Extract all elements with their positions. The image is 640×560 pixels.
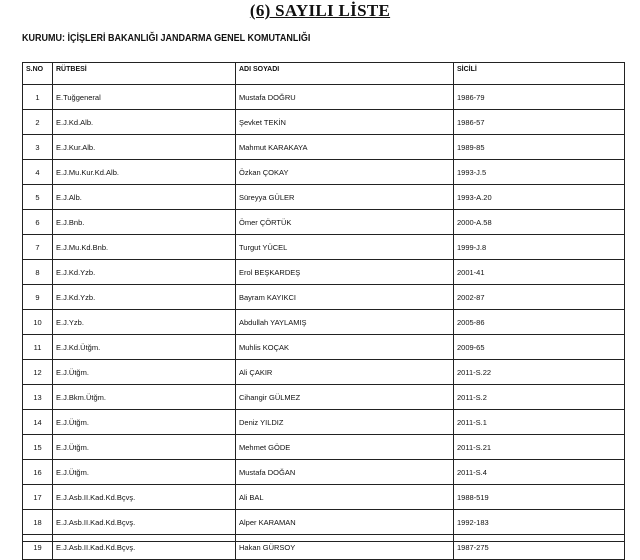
cell-rank: E.J.Ütğm. xyxy=(53,360,236,385)
page-title: (6) SAYILI LİSTE xyxy=(249,1,391,20)
cell-rank: E.J.Kur.Alb. xyxy=(53,135,236,160)
table-row xyxy=(23,410,625,435)
cell-sno: 19 xyxy=(23,535,53,560)
cell-registry: 1987-275 xyxy=(454,535,625,560)
table-row xyxy=(23,260,625,285)
cell-sno: 10 xyxy=(23,310,53,335)
table-row xyxy=(23,335,625,360)
cell-registry: 2011-S.21 xyxy=(454,435,625,460)
table-row xyxy=(23,110,625,135)
cell-name: Muhlis KOÇAK xyxy=(236,335,454,360)
cell-rank: E.J.Alb. xyxy=(53,185,236,210)
cell-name: Mustafa DOĞAN xyxy=(236,460,454,485)
cell-registry: 1986-57 xyxy=(454,110,625,135)
cell-registry: 2000-A.58 xyxy=(454,210,625,235)
cell-name: Alper KARAMAN xyxy=(236,510,454,535)
cell-name: Ali BAL xyxy=(236,485,454,510)
cell-registry: 2001-41 xyxy=(454,260,625,285)
cell-name: Süreyya GÜLER xyxy=(236,185,454,210)
cell-name: Özkan ÇOKAY xyxy=(236,160,454,185)
cell-sno: 16 xyxy=(23,460,53,485)
cell-sno: 6 xyxy=(23,210,53,235)
table-row xyxy=(23,135,625,160)
cell-registry: 1989-85 xyxy=(454,135,625,160)
header-rank: RÜTBESİ xyxy=(53,63,236,85)
cell-rank: E.J.Yzb. xyxy=(53,310,236,335)
cell-sno: 17 xyxy=(23,485,53,510)
cell-sno: 14 xyxy=(23,410,53,435)
header-registry: SİCİLİ xyxy=(454,63,625,85)
cell-name: Hakan GÜRSOY xyxy=(236,535,454,560)
cell-registry: 1993-J.5 xyxy=(454,160,625,185)
cell-registry: 1993-A.20 xyxy=(454,185,625,210)
cell-rank: E.Tuğgeneral xyxy=(53,85,236,110)
cell-rank: E.J.Ütğm. xyxy=(53,460,236,485)
cell-sno: 13 xyxy=(23,385,53,410)
table-row xyxy=(23,535,625,560)
cell-name: Abdullah YAYLAMIŞ xyxy=(236,310,454,335)
cell-name: Turgut YÜCEL xyxy=(236,235,454,260)
cell-name: Cihangir GÜLMEZ xyxy=(236,385,454,410)
cell-registry: 2011-S.2 xyxy=(454,385,625,410)
cell-registry: 2005-86 xyxy=(454,310,625,335)
cell-rank: E.J.Kd.Yzb. xyxy=(53,285,236,310)
table-row xyxy=(23,510,625,535)
cell-sno: 5 xyxy=(23,185,53,210)
institution-label: KURUMU: İÇİŞLERİ BAKANLIĞI JANDARMA GENEL KOMUTANLIĞI xyxy=(22,33,311,44)
table-row xyxy=(23,285,625,310)
cell-rank: E.J.Asb.II.Kad.Kd.Bçvş. xyxy=(53,510,236,535)
personnel-table xyxy=(22,62,625,560)
table-row xyxy=(23,185,625,210)
cell-sno: 4 xyxy=(23,160,53,185)
cell-name: Mustafa DOĞRU xyxy=(236,85,454,110)
table-row xyxy=(23,460,625,485)
cell-name: Erol BEŞKARDEŞ xyxy=(236,260,454,285)
cell-sno: 3 xyxy=(23,135,53,160)
table-row xyxy=(23,235,625,260)
cell-rank: E.J.Mu.Kd.Bnb. xyxy=(53,235,236,260)
table-row xyxy=(23,385,625,410)
cell-registry: 1999-J.8 xyxy=(454,235,625,260)
cell-registry: 2002-87 xyxy=(454,285,625,310)
cell-name: Şevket TEKİN xyxy=(236,110,454,135)
table-bottom-edge xyxy=(22,541,624,542)
cell-name: Deniz YILDIZ xyxy=(236,410,454,435)
cell-registry: 1988-519 xyxy=(454,485,625,510)
table-row xyxy=(23,435,625,460)
cell-rank: E.J.Bkm.Ütğm. xyxy=(53,385,236,410)
cell-sno: 18 xyxy=(23,510,53,535)
cell-sno: 8 xyxy=(23,260,53,285)
cell-sno: 12 xyxy=(23,360,53,385)
cell-rank: E.J.Kd.Ütğm. xyxy=(53,335,236,360)
cell-rank: E.J.Asb.II.Kad.Kd.Bçvş. xyxy=(53,535,236,560)
header-name: ADI SOYADI xyxy=(236,63,454,85)
table-row xyxy=(23,85,625,110)
table-row xyxy=(23,485,625,510)
cell-sno: 1 xyxy=(23,85,53,110)
table-row xyxy=(23,210,625,235)
cell-sno: 2 xyxy=(23,110,53,135)
cell-rank: E.J.Kd.Yzb. xyxy=(53,260,236,285)
cell-name: Ali ÇAKIR xyxy=(236,360,454,385)
cell-rank: E.J.Asb.II.Kad.Kd.Bçvş. xyxy=(53,485,236,510)
cell-registry: 2011-S.1 xyxy=(454,410,625,435)
cell-name: Bayram KAYIKCI xyxy=(236,285,454,310)
cell-rank: E.J.Ütğm. xyxy=(53,435,236,460)
cell-registry: 2009-65 xyxy=(454,335,625,360)
cell-rank: E.J.Mu.Kur.Kd.Alb. xyxy=(53,160,236,185)
table-row xyxy=(23,160,625,185)
cell-rank: E.J.Ütğm. xyxy=(53,410,236,435)
cell-sno: 9 xyxy=(23,285,53,310)
cell-name: Mehmet GÖDE xyxy=(236,435,454,460)
header-sno: S.NO xyxy=(23,63,53,85)
cell-sno: 11 xyxy=(23,335,53,360)
cell-registry: 2011-S.22 xyxy=(454,360,625,385)
cell-name: Ömer ÇÖRTÜK xyxy=(236,210,454,235)
cell-sno: 15 xyxy=(23,435,53,460)
cell-registry: 1986-79 xyxy=(454,85,625,110)
table-row xyxy=(23,310,625,335)
cell-rank: E.J.Bnb. xyxy=(53,210,236,235)
table-row xyxy=(23,360,625,385)
cell-rank: E.J.Kd.Alb. xyxy=(53,110,236,135)
cell-registry: 1992-183 xyxy=(454,510,625,535)
cell-name: Mahmut KARAKAYA xyxy=(236,135,454,160)
table-header-row xyxy=(23,63,625,85)
cell-registry: 2011-S.4 xyxy=(454,460,625,485)
cell-sno: 7 xyxy=(23,235,53,260)
